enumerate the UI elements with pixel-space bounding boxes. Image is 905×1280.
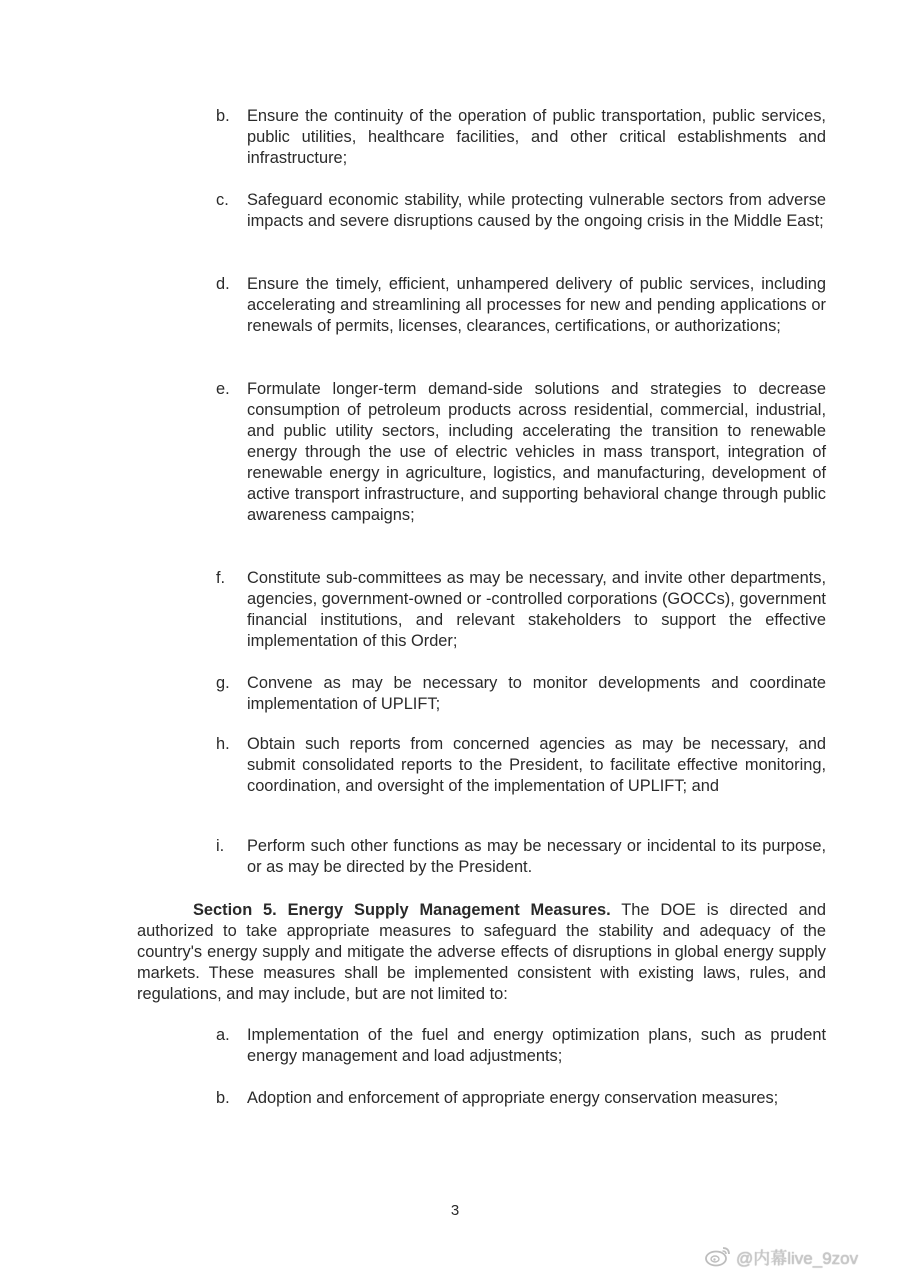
list-item-marker: b. [216,107,230,125]
list-item-marker: h. [216,735,230,753]
list-item-marker: g. [216,674,230,692]
list-item-marker: c. [216,191,229,209]
list-item-text: Formulate longer-term demand-side solutions and strategies to decrease consumption of petroleum products across residential, commercial, industrial, and public utility sectors, including accelerating the transition to renewable energy through the use of electric vehicles in mass transport, integration of renewable energy in agriculture, logistics, and manufacturing, development of active transport infrastructure, and supporting behavioral change through public awareness campaigns; [247,380,826,524]
list-item-text: Adoption and enforcement of appropriate energy conservation measures; [247,1089,779,1107]
page-number: 3 [450,1202,460,1219]
list-item-marker: b. [216,1089,230,1107]
section-5-paragraph [137,900,826,1005]
list-item-text: Obtain such reports from concerned agencies as may be necessary, and submit consolidated reports to the President, to facilitate effective monitoring, coordination, and oversight of the implementation of UPLIFT; and [247,735,826,795]
list-item-marker: d. [216,275,230,293]
list-item-text: Perform such other functions as may be necessary or incidental to its purpose, or as may be directed by the President. [247,837,826,876]
list-item-text: Implementation of the fuel and energy optimization plans, such as prudent energy management and load adjustments; [247,1026,826,1065]
list-item-marker: e. [216,380,230,398]
list-item-text: Convene as may be necessary to monitor developments and coordinate implementation of UPLIFT; [247,674,826,713]
list-item-text: Ensure the timely, efficient, unhampered delivery of public services, including accelerating and streamlining all processes for new and pending applications or renewals of permits, licenses, clearances, certifications, or authorizations; [247,275,826,335]
weibo-logo-icon [705,1245,731,1267]
list-item-text: Safeguard economic stability, while protecting vulnerable sectors from adverse impacts and severe disruptions caused by the ongoing crisis in the Middle East; [247,191,826,230]
list-item-marker: f. [216,569,226,587]
section-5-body: The DOE is directed and authorized to take appropriate measures to safeguard the stability and adequacy of the country's energy supply and mitigate the adverse effects of disruptions in global energy supply markets. These measures shall be implemented consistent with existing laws, rules, and regulations, and may include, but are not limited to: [137,901,826,1003]
watermark [705,1241,858,1271]
section-5-heading: Section 5. Energy Supply Management Measures. [193,901,611,919]
list-item-text: Constitute sub-committees as may be necessary, and invite other departments, agencies, government-owned or -controlled corporations (GOCCs), government financial institutions, and relevant stakeholders to support the effective implementation of this Order; [247,569,826,650]
list-item-marker: a. [216,1026,230,1044]
list-item-text: Ensure the continuity of the operation of public transportation, public services, public utilities, healthcare facilities, and other critical establishments and infrastructure; [247,107,826,167]
watermark-text: @内幕live_9zov [736,1248,859,1268]
list-item-marker: i. [216,837,225,855]
